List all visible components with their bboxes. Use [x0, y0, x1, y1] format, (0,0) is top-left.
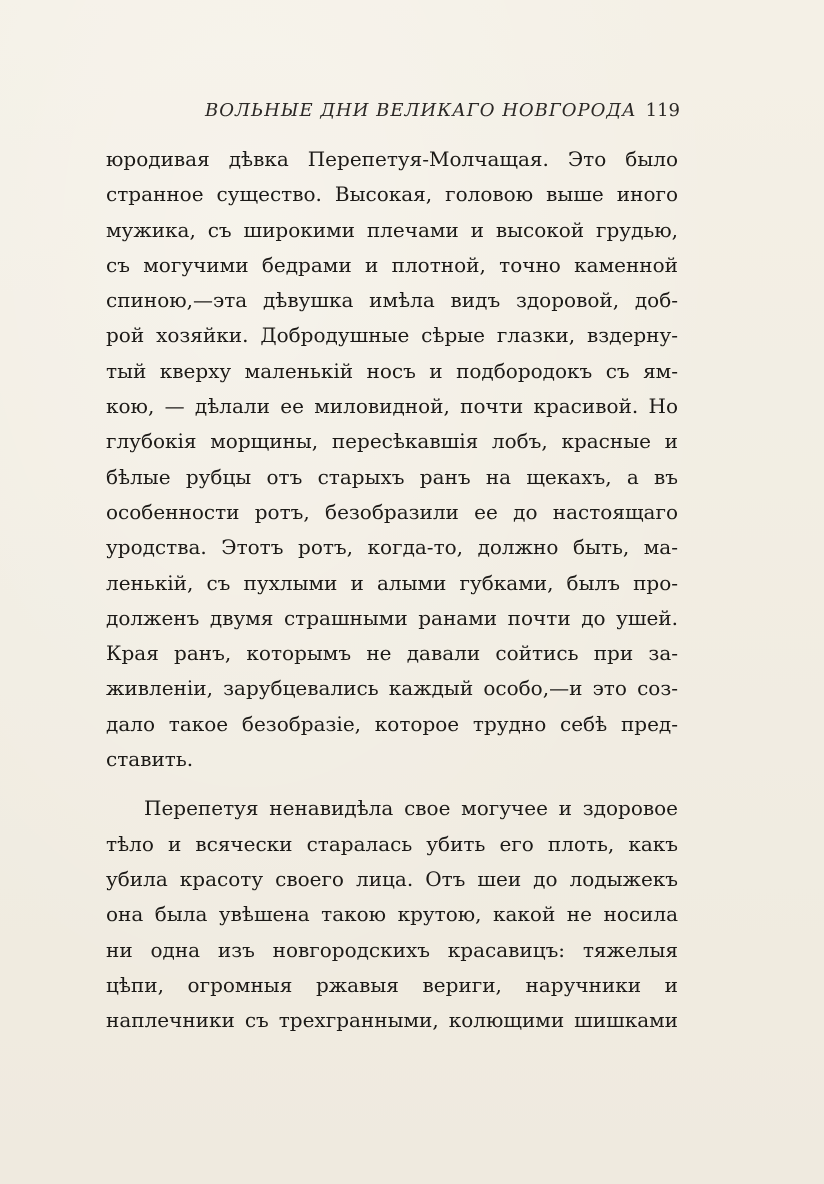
text-line: цѣпи, огромныя ржавыя вериги, наручники и	[106, 972, 678, 997]
text-line: ленькій, съ пухлыми и алыми губками, былъ про-	[106, 570, 678, 595]
text-line: ни одна изъ новгородскихъ красавицъ: тяжелыя	[106, 937, 678, 962]
running-header	[205, 100, 680, 126]
text-line: особенности ротъ, безобразили ее до настоящаго	[106, 499, 678, 524]
text-line: мужика, съ широкими плечами и высокой грудью,	[106, 217, 678, 242]
text-line: Перепетуя ненавидѣла свое могучее и здоровое	[144, 796, 678, 821]
text-line: тѣло и всячески старалась убить его плоть, какъ	[106, 831, 678, 856]
text-line: бѣлые рубцы отъ старыхъ ранъ на щекахъ, а въ	[106, 464, 678, 489]
text-line: ставить.	[106, 747, 194, 772]
text-line: спиною,—эта дѣвушка имѣла видъ здоровой, доб-	[106, 288, 678, 313]
text-line: Края ранъ, которымъ не давали сойтись при за-	[106, 641, 678, 666]
text-line: дало такое безобразіе, которое трудно себѣ пред-	[106, 711, 678, 736]
paragraph-spacer	[106, 777, 678, 791]
text-line: кою, — дѣлали ее миловидной, почти красивой. Но	[106, 394, 678, 419]
text-line: юродивая дѣвка Перепетуя-Молчащая. Это было	[106, 147, 678, 171]
text-line: уродства. Этотъ ротъ, когда-то, должно быть, ма-	[106, 535, 678, 560]
text-line: глубокія морщины, пересѣкавшія лобъ, красные и	[106, 429, 678, 454]
text-line: убила красоту своего лица. Отъ шеи до лодыжекъ	[106, 866, 678, 891]
text-line: рой хозяйки. Добродушные сѣрые глазки, вздерну-	[106, 323, 678, 348]
paragraph-1	[106, 142, 678, 777]
text-line: долженъ двумя страшными ранами почти до ушей.	[106, 605, 678, 630]
page-number: 119	[645, 100, 680, 121]
text-line: она была увѣшена такою крутою, какой не носила	[106, 902, 678, 927]
running-title: ВОЛЬНЫЕ ДНИ ВЕЛИКАГО НОВГОРОДА	[205, 100, 637, 121]
text-line: наплечники съ трехгранными, колющими шишками	[106, 1008, 678, 1033]
body-text	[106, 142, 678, 1038]
text-line: съ могучими бедрами и плотной, точно каменной	[106, 252, 678, 277]
paragraph-2	[106, 791, 678, 1038]
text-line: тый кверху маленькій носъ и подбородокъ съ ям-	[106, 358, 678, 383]
text-line: живленіи, зарубцевались каждый особо,—и это соз-	[106, 676, 678, 701]
text-line: странное существо. Высокая, головою выше иного	[106, 182, 678, 207]
